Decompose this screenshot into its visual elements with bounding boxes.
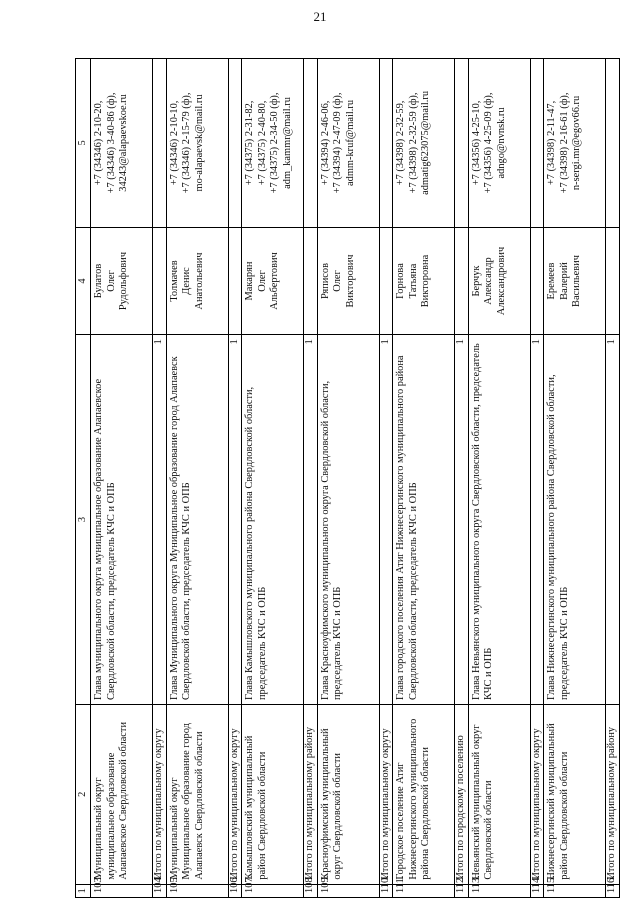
table-row (91, 59, 153, 898)
table-row (242, 59, 304, 898)
total-label: Итого по муниципальному округу (153, 705, 166, 885)
person-name-part: Викторовна (420, 254, 432, 308)
table-row (544, 59, 606, 898)
contact-line: +7 (34346) 2-10-20, (93, 100, 105, 186)
contacts (242, 59, 304, 228)
total-label: Итого по муниципальному району (606, 705, 619, 885)
table-row (166, 59, 228, 898)
contact-line: +7 (34346) 2-10-10, (168, 100, 180, 186)
row-number: 114. (530, 884, 543, 897)
row-number: 115. (544, 884, 606, 897)
row-number: 110. (379, 884, 392, 897)
total-label: Итого по городскому поселению (455, 705, 468, 885)
table-row (468, 59, 530, 898)
empty-cell (455, 227, 468, 334)
contacts-table (75, 58, 620, 898)
contact-line: +7 (34394) 2-46-06, (319, 100, 331, 186)
table-row (317, 59, 379, 898)
official-position: Глава муниципального округа муниципальное образование Алапаевское Свердловской области, председатель КЧС и ОПБ (91, 335, 153, 705)
contact-line: +7 (34356) 4-25-10, (470, 100, 482, 186)
person-name (544, 227, 606, 334)
empty-cell (606, 59, 619, 228)
empty-cell (530, 59, 543, 228)
person-name-part: Альбертович (269, 252, 281, 310)
contact-line: +7 (34394) 2-47-09 (ф), (332, 92, 344, 194)
column-number-2: 2 (76, 705, 91, 885)
total-count: 1 (606, 335, 619, 705)
table-row-total (153, 59, 166, 898)
table-row-total (455, 59, 468, 898)
official-position: Глава городского поселения Атиг Нижнесергинского муниципального района Свердловской области, председатель КЧС и ОПБ (393, 335, 455, 705)
page-number: 21 (313, 9, 327, 24)
empty-cell (153, 59, 166, 228)
organization-name: Нижнесергинский муниципальный район Свердловской области (544, 705, 606, 885)
contact-line: adngo@nvnsk.ru (495, 107, 507, 179)
table-row-total (606, 59, 619, 898)
person-name (317, 227, 379, 334)
person-name (242, 227, 304, 334)
person-name-part: Валерий (558, 262, 570, 300)
person-name-part: Викторович (344, 254, 356, 308)
total-count: 1 (379, 335, 392, 705)
person-name-part: Васильевич (571, 255, 583, 307)
table-body (91, 59, 619, 898)
contacts (468, 59, 530, 228)
contact-line: +7 (34375) 2-34-50 (ф), (269, 92, 281, 194)
table-row-total (304, 59, 317, 898)
table-row-total (228, 59, 241, 898)
column-number-1: 1 (76, 884, 91, 897)
person-name-part: Горнова (395, 263, 407, 299)
contact-line: +7 (34346) 3-40-86 (ф), (105, 92, 117, 194)
empty-cell (228, 227, 241, 334)
contact-line: 34243@alapaevskoe.ru (118, 94, 130, 192)
official-position: Глава Невьянского муниципального округа Свердловской области, председатель КЧС и ОПБ (468, 335, 530, 705)
person-name-part: Рудольфович (118, 251, 130, 311)
total-count: 1 (153, 335, 166, 705)
official-position: Глава Камышловского муниципального района Свердловской области, председатель КЧС и ОПБ (242, 335, 304, 705)
person-name-part: Александр (483, 257, 495, 305)
contact-line: +7 (34375) 2-31-82, (244, 100, 256, 186)
table-container (75, 58, 618, 898)
organization-name: Муниципальный округ Муниципальное образование город Алапаевск Свердловской области (166, 705, 228, 885)
organization-name: Невьянский муниципальный округ Свердловской области (468, 705, 530, 885)
empty-cell (530, 227, 543, 334)
row-number: 104. (153, 884, 166, 897)
column-number-3: 3 (76, 335, 91, 705)
contact-line: admm-kruf@mail.ru (344, 99, 356, 186)
person-name-part: Анатольевич (193, 252, 205, 310)
row-number: 109. (317, 884, 379, 897)
total-count: 1 (455, 335, 468, 705)
contact-line: adm_kammr@mail.ru (281, 97, 293, 189)
empty-cell (455, 59, 468, 228)
total-count: 1 (530, 335, 543, 705)
column-number-5: 5 (76, 59, 91, 228)
empty-cell (304, 59, 317, 228)
contact-line: n-sergi.mr@egov66.ru (571, 95, 583, 191)
total-label: Итого по муниципальному округу (379, 705, 392, 885)
row-number: 112. (455, 884, 468, 897)
column-number-4: 4 (76, 227, 91, 334)
person-name-part: Булатов (93, 263, 105, 299)
person-name-part: Берчук (470, 265, 482, 297)
contact-line: +7 (34398) 2-32-59 (ф), (407, 92, 419, 194)
person-name-part: Олег (105, 270, 117, 292)
total-count: 1 (228, 335, 241, 705)
rotated-table-frame (75, 58, 618, 898)
person-name (91, 227, 153, 334)
person-name (393, 227, 455, 334)
person-name-part: Макарян (244, 261, 256, 301)
total-label: Итого по муниципальному округу (228, 705, 241, 885)
person-name-part: Татьяна (407, 263, 419, 299)
official-position: Глава Муниципального округа Муниципальное образование город Алапаевск Свердловской области, председатель КЧС и ОПБ (166, 335, 228, 705)
row-number: 113. (468, 884, 530, 897)
contacts (166, 59, 228, 228)
organization-name: Городское поселение Атиг Нижнесергинского муниципального района Свердловской области (393, 705, 455, 885)
person-name-part: Александрович (495, 246, 507, 316)
contacts (91, 59, 153, 228)
table-row (393, 59, 455, 898)
contacts (393, 59, 455, 228)
empty-cell (379, 227, 392, 334)
empty-cell (379, 59, 392, 228)
contact-line: admatig623075@mail.ru (420, 90, 432, 195)
row-number: 111. (393, 884, 455, 897)
organization-name: Муниципальный округ муниципальное образование Алапаевское Свердловской области (91, 705, 153, 885)
person-name-part: Олег (256, 270, 268, 292)
row-number: 105. (166, 884, 228, 897)
contacts (544, 59, 606, 228)
total-count: 1 (304, 335, 317, 705)
empty-cell (228, 59, 241, 228)
person-name-part: Ряписов (319, 263, 331, 299)
table-row-total (379, 59, 392, 898)
official-position: Глава Нижнесергинского муниципального района Свердловской области, председатель КЧС и ОПБ (544, 335, 606, 705)
contact-line: +7 (34356) 4-25-09 (ф), (483, 92, 495, 194)
row-number: 103. (91, 884, 153, 897)
contact-line: mo-alapaevsk@mail.ru (193, 94, 205, 192)
contacts (317, 59, 379, 228)
person-name (166, 227, 228, 334)
contact-line: +7 (34375) 2-40-80, (256, 100, 268, 186)
row-number: 107. (242, 884, 304, 897)
person-name-part: Олег (332, 270, 344, 292)
contact-line: +7 (34398) 2-32-59, (395, 100, 407, 186)
organization-name: Красноуфимский муниципальный округ Свердловской области (317, 705, 379, 885)
person-name (468, 227, 530, 334)
empty-cell (304, 227, 317, 334)
row-number: 116. (606, 884, 619, 897)
total-label: Итого по муниципальному району (304, 705, 317, 885)
official-position: Глава Красноуфимского муниципального округа Свердловской области, председатель КЧС и ОПБ (317, 335, 379, 705)
person-name-part: Толмачев (168, 260, 180, 302)
person-name-part: Еремеев (546, 262, 558, 300)
contact-line: +7 (34398) 2-16-61 (ф), (558, 92, 570, 194)
column-number-row (76, 59, 91, 898)
row-number: 106. (228, 884, 241, 897)
empty-cell (606, 227, 619, 334)
contact-line: +7 (34346) 2-15-79 (ф), (181, 92, 193, 194)
empty-cell (153, 227, 166, 334)
total-label: Итого по муниципальному округу (530, 705, 543, 885)
contact-line: +7 (34398) 2-11-47, (546, 100, 558, 186)
row-number: 108. (304, 884, 317, 897)
organization-name: Камышловский муниципальный район Свердловской области (242, 705, 304, 885)
person-name-part: Денис (181, 267, 193, 295)
table-row-total (530, 59, 543, 898)
